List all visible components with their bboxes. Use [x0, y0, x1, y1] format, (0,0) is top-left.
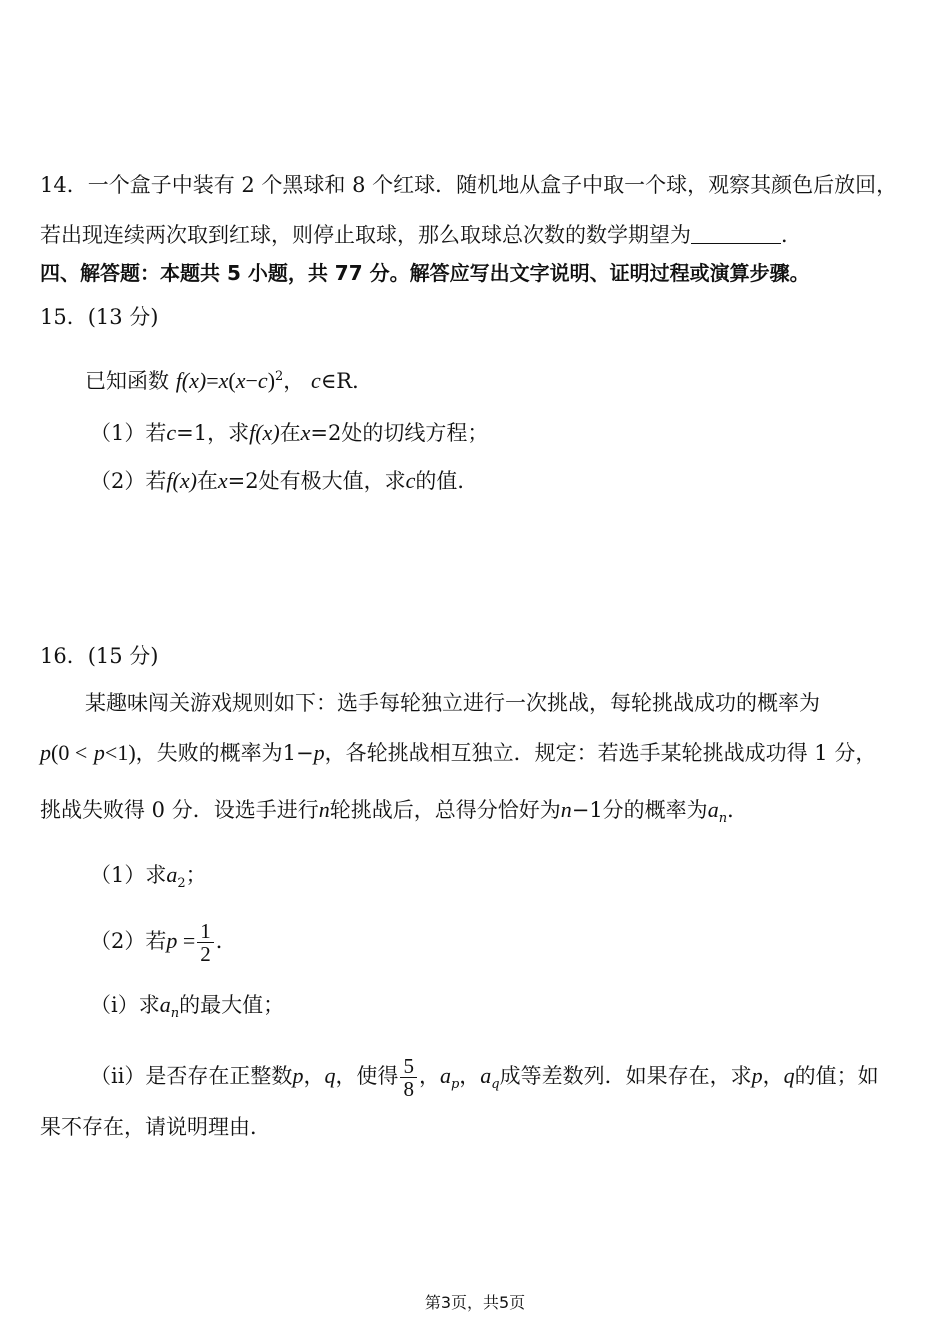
text: ，失败的概率为1− — [135, 741, 314, 765]
math-eq: = — [206, 368, 219, 393]
text: （2）若 — [90, 929, 167, 953]
q15-stem — [85, 362, 373, 396]
math-exponent: 2 — [275, 369, 284, 384]
q14-line-2-text: 若出现连续两次取到红球，则停止取球，那么取球总次数的数学期望为 — [40, 223, 691, 247]
math-x: x — [235, 368, 246, 393]
text: （i）求 — [90, 993, 160, 1017]
numerator: 5 — [400, 1055, 417, 1078]
q16-line-3 — [40, 795, 748, 834]
math-x: x — [300, 420, 311, 445]
math-minus: − — [245, 368, 258, 393]
answer-blank — [691, 223, 781, 244]
q16-last-line: 果不存在，请说明理由． — [40, 1115, 271, 1139]
math-a: a — [166, 862, 178, 887]
math-c: c — [166, 420, 177, 445]
fraction — [400, 1055, 417, 1100]
math-p: p — [751, 1063, 763, 1088]
q15-header: 15．(13 分) — [40, 305, 159, 329]
text: （1）若 — [90, 421, 167, 445]
math-text: (0 < — [51, 740, 88, 765]
math-q: q — [783, 1063, 795, 1088]
text: ， — [303, 1064, 325, 1088]
text: ， — [762, 1064, 784, 1088]
q15-part-1 — [90, 418, 488, 448]
fraction — [197, 920, 214, 965]
math-subscript: 2 — [177, 876, 186, 891]
q14-line-1: 14．一个盒子中装有 2 个黑球和 8 个红球．随机地从盒子中取一个球，观察其颜色后放回， — [40, 173, 898, 197]
text: 在 — [196, 469, 218, 493]
math-p: p — [40, 740, 51, 765]
q16-part-2-ii — [90, 1055, 879, 1100]
q16-line-2 — [40, 738, 876, 768]
text: =1，求 — [176, 421, 250, 445]
text: 挑战失败得 0 分．设选手进行 — [40, 798, 319, 822]
q16-header: 16．(15 分) — [40, 644, 159, 668]
q16-line-1: 某趣味闯关游戏规则如下：选手每轮独立进行一次挑战，每轮挑战成功的概率为 — [85, 691, 820, 715]
math-subscript: p — [450, 1077, 460, 1092]
math-q: q — [324, 1063, 336, 1088]
q15-stem-text: 已知函数 — [85, 369, 176, 393]
text: （2）若 — [90, 469, 167, 493]
denominator: 2 — [200, 942, 211, 966]
q14-line-2 — [40, 220, 802, 250]
math-fx: f(x) — [175, 368, 207, 393]
math-subscript: q — [491, 1077, 500, 1092]
text: 在 — [279, 421, 301, 445]
math-text: <1) — [104, 740, 136, 765]
text: ，各轮挑战相互独立．规定：若选手某轮挑战成功得 1 分， — [324, 741, 877, 765]
math-a: a — [439, 1063, 451, 1088]
math-c: c — [310, 368, 321, 393]
q15-part-2 — [90, 466, 478, 496]
math-p: p — [313, 740, 325, 765]
math-subscript: n — [718, 811, 728, 826]
math-paren: ) — [267, 368, 276, 393]
math-p: p — [292, 1063, 304, 1088]
text: （1）求 — [90, 863, 167, 887]
page-footer: 第3页，共5页 — [424, 1293, 526, 1312]
section-heading: 四、解答题：本题共 5 小题，共 77 分。解答应写出文字说明、证明过程或演算步骤。 — [40, 261, 810, 285]
math-fx: f(x) — [249, 420, 280, 445]
math-fx: f(x) — [166, 468, 197, 493]
math-paren: ( — [228, 368, 236, 393]
math-n: n — [560, 797, 572, 822]
text: 的值；如 — [794, 1064, 879, 1088]
text: ，使得 — [335, 1064, 399, 1088]
q16-part-2 — [90, 920, 237, 965]
text: ． — [215, 929, 237, 953]
math-x: x — [217, 468, 228, 493]
math-a: a — [480, 1063, 492, 1088]
math-c: c — [257, 368, 268, 393]
text: =2处的切线方程； — [310, 421, 489, 445]
text: ； — [185, 863, 207, 887]
math-c: c — [405, 468, 416, 493]
math-subscript: n — [170, 1006, 180, 1021]
text: ． — [727, 798, 749, 822]
text: 的最大值； — [179, 993, 285, 1017]
text: −1分的概率为 — [571, 798, 708, 822]
text: （ii）是否存在正整数 — [90, 1064, 293, 1088]
math-x: x — [218, 368, 229, 393]
comma: ， — [283, 369, 305, 393]
q16-part-1 — [90, 860, 207, 899]
text: 的值． — [415, 469, 479, 493]
text: =2处有极大值，求 — [227, 469, 406, 493]
text: ， — [459, 1064, 481, 1088]
math-in-r: ∈R． — [320, 369, 374, 393]
text: ， — [418, 1064, 440, 1088]
q16-part-2-i — [90, 990, 284, 1029]
text: 成等差数列．如果存在，求 — [499, 1064, 752, 1088]
text: 轮挑战后，总得分恰好为 — [329, 798, 561, 822]
numerator: 1 — [197, 920, 214, 943]
denominator: 8 — [403, 1077, 414, 1101]
math-n: n — [318, 797, 330, 822]
math-eq: = — [177, 928, 196, 953]
math-a: a — [159, 992, 171, 1017]
q14-period: ． — [781, 223, 802, 247]
math-a: a — [707, 797, 719, 822]
math-p: p — [93, 740, 105, 765]
math-p: p — [166, 928, 178, 953]
